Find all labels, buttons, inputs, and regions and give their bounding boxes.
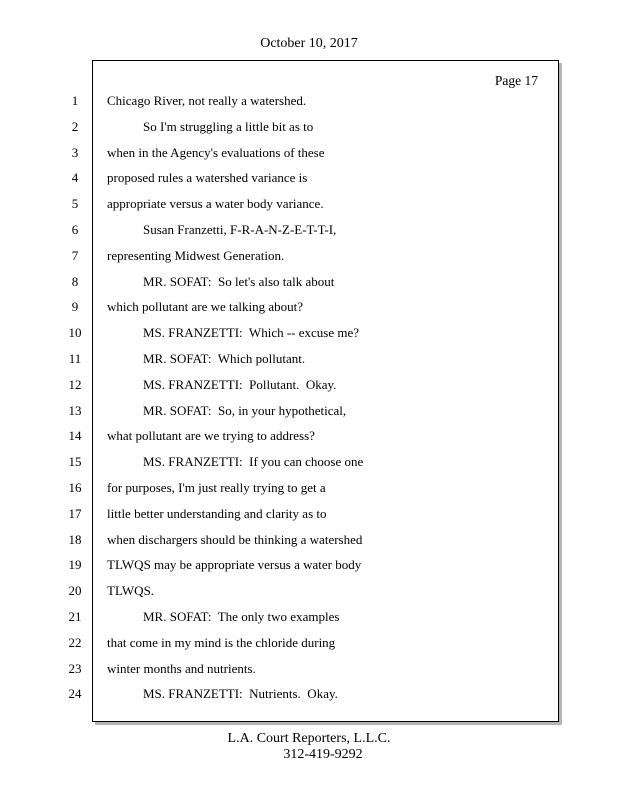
line-number: 11: [68, 351, 82, 366]
transcript-line: So I'm struggling a little bit as to: [143, 119, 314, 134]
transcript-line: for purposes, I'm just really trying to get a: [107, 480, 326, 495]
line-number: 9: [71, 299, 79, 314]
line-number: 15: [68, 454, 82, 469]
transcript-line: MR. SOFAT: Which pollutant.: [143, 351, 306, 366]
line-number: 19: [68, 557, 82, 572]
line-number: 23: [68, 661, 82, 676]
transcript-line: Chicago River, not really a watershed.: [107, 93, 307, 108]
transcript-line: MS. FRANZETTI: Which -- excuse me?: [143, 325, 360, 340]
transcript-line: which pollutant are we talking about?: [107, 299, 304, 314]
line-number: 1: [71, 93, 79, 108]
transcript-line: MS. FRANZETTI: Pollutant. Okay.: [143, 377, 337, 392]
transcript-line: when in the Agency's evaluations of these: [107, 145, 325, 160]
line-number: 21: [68, 609, 82, 624]
transcript-line: MS. FRANZETTI: If you can choose one: [143, 454, 364, 469]
transcript-line: proposed rules a watershed variance is: [107, 170, 308, 185]
transcript-line: little better understanding and clarity as to: [107, 506, 327, 521]
transcript-line: MR. SOFAT: So let's also talk about: [143, 274, 335, 289]
transcript-line: MS. FRANZETTI: Nutrients. Okay.: [143, 686, 338, 701]
transcript-line: MR. SOFAT: So, in your hypothetical,: [143, 403, 347, 418]
transcript-line: TLWQS.: [107, 583, 155, 598]
transcript-date: October 10, 2017: [260, 36, 358, 51]
line-number: 7: [71, 248, 79, 263]
line-number: 2: [71, 119, 79, 134]
transcript-line: TLWQS may be appropriate versus a water body: [107, 557, 362, 572]
line-number: 3: [71, 145, 79, 160]
line-number: 17: [68, 506, 82, 521]
reporter-company: L.A. Court Reporters, L.L.C.: [227, 731, 391, 746]
transcript-line: representing Midwest Generation.: [107, 248, 285, 263]
line-number: 5: [71, 196, 79, 211]
line-number: 13: [68, 403, 82, 418]
transcript-line: when dischargers should be thinking a watershed: [107, 532, 363, 547]
line-number: 4: [71, 170, 79, 185]
line-number: 8: [71, 274, 79, 289]
line-number: 22: [68, 635, 82, 650]
transcript-line: that come in my mind is the chloride during: [107, 635, 336, 650]
line-number: 16: [68, 480, 82, 495]
footer: [0, 731, 618, 763]
line-number: 18: [68, 532, 82, 547]
line-number: 12: [68, 377, 82, 392]
transcript-line: what pollutant are we trying to address?: [107, 428, 315, 443]
transcript-line: MR. SOFAT: The only two examples: [143, 609, 340, 624]
line-number: 14: [68, 428, 82, 443]
transcript-line: winter months and nutrients.: [107, 661, 256, 676]
line-number: 6: [71, 222, 79, 237]
line-number: 10: [68, 325, 82, 340]
line-number: 20: [68, 583, 82, 598]
transcript-line: appropriate versus a water body variance.: [107, 196, 324, 211]
line-number: 24: [68, 686, 82, 701]
reporter-phone: 312-419-9292: [283, 747, 363, 762]
transcript-line: Susan Franzetti, F-R-A-N-Z-E-T-T-I,: [143, 222, 337, 237]
page-number: Page 17: [494, 73, 538, 88]
